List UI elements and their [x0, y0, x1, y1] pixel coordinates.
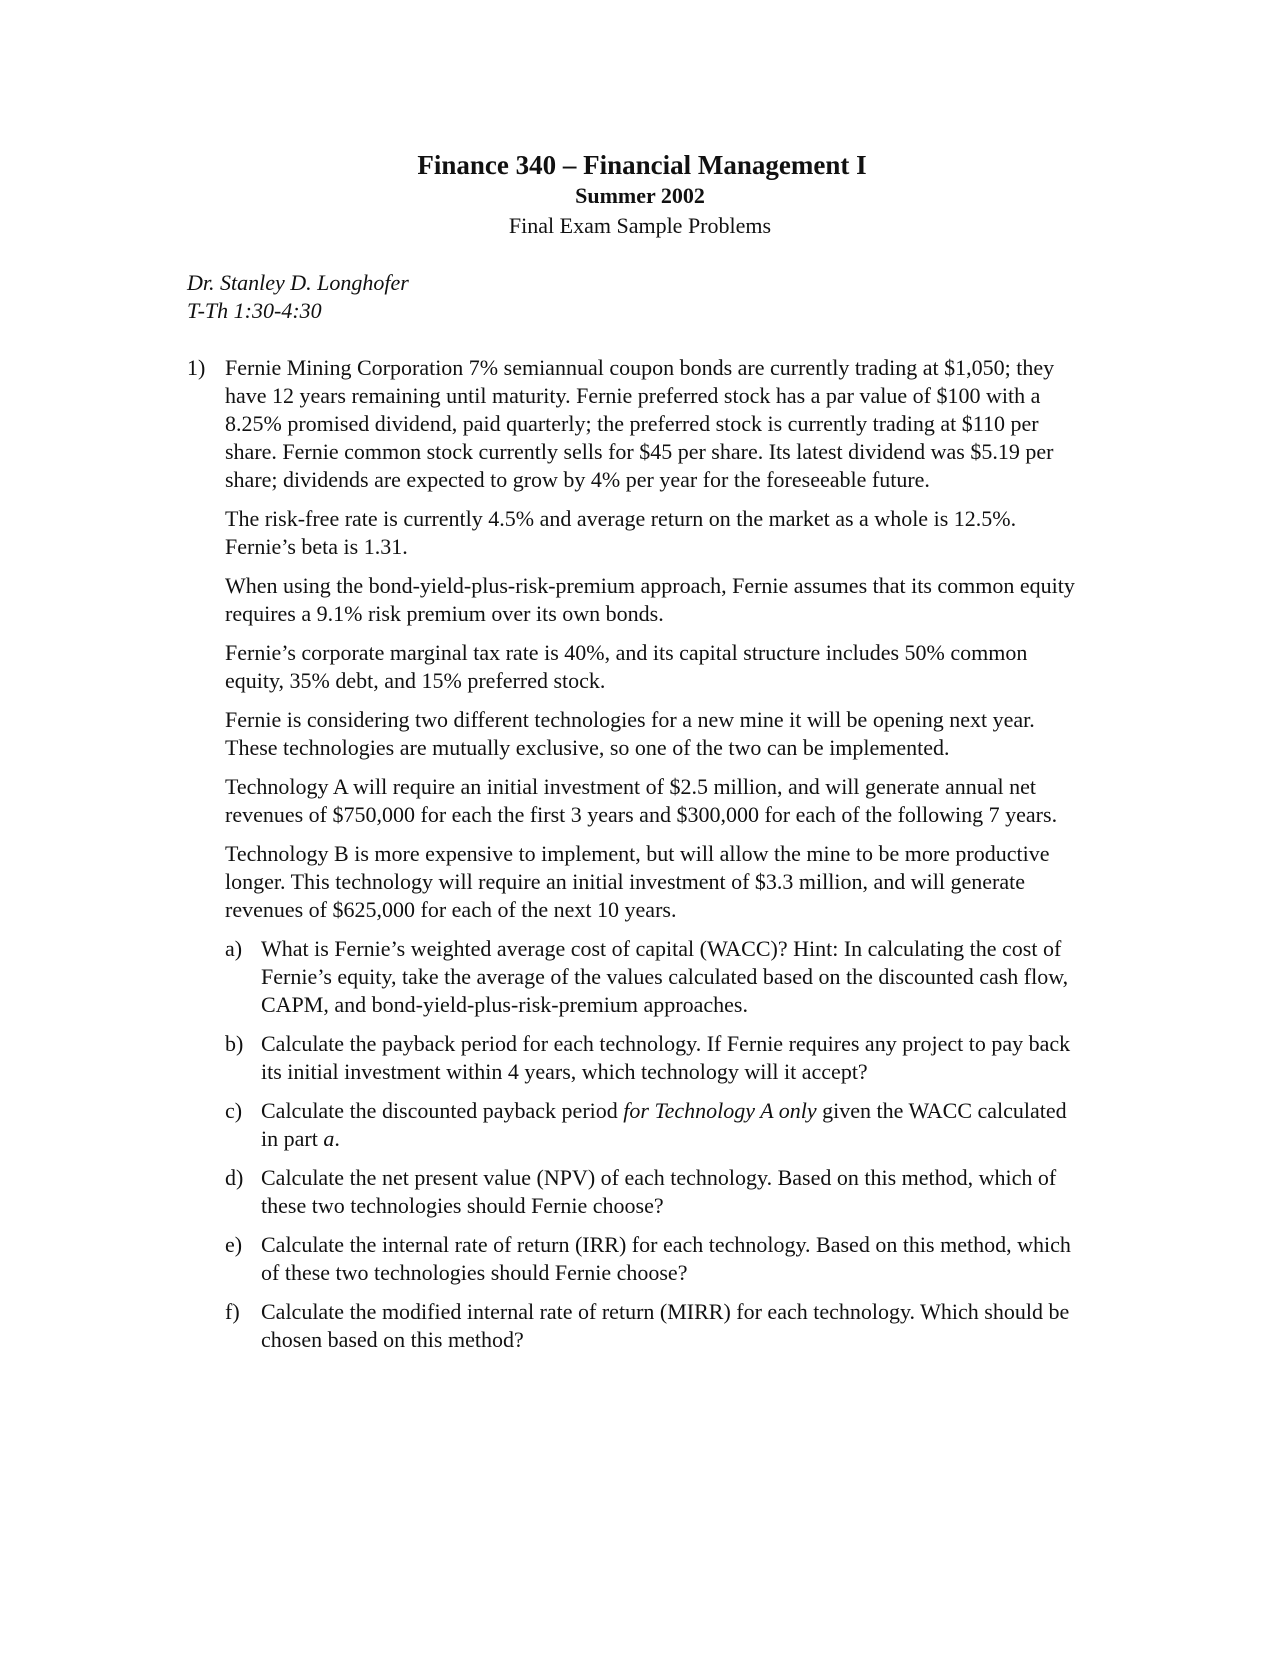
part-text: What is Fernie’s weighted average cost of capital (WACC)? Hint: In calculating the cost of Fernie’s equity, take the average of the values calculated based on the discounted cash flow, CAPM, and bond-yield-plus-risk-premium approaches. [261, 936, 1069, 1017]
part-text-emphasis: for Technology A only [623, 1098, 817, 1123]
part-text: Calculate the payback period for each technology. If Fernie requires any project to pay back its initial investment within 4 years, which technology will it accept? [261, 1031, 1071, 1084]
part-text-before: Calculate the discounted payback period [261, 1098, 624, 1123]
part-letter: b) [225, 1031, 244, 1056]
question-part-e [225, 1231, 1087, 1287]
part-text: Calculate the net present value (NPV) of each technology. Based on this method, which of these two technologies should Fernie choose? [261, 1165, 1057, 1218]
problem-number: 1) [187, 355, 206, 380]
part-letter: f) [225, 1299, 240, 1324]
part-text-after: . [334, 1126, 340, 1151]
problem-paragraph-bonds-stock: Fernie Mining Corporation 7% semiannual coupon bonds are currently trading at $1,050; they have 12 years remaining until maturity. Fernie preferred stock has a par value of $100 with a 8.25% promised dividend, paid quarterly; the preferred stock is currently trading at $110 per share. Fernie common stock currently sells for $45 per share. Its latest dividend was $5.19 per share; dividends are expected to grow by 4% per year for the foreseeable future. [225, 355, 1055, 492]
author-name: Dr. Stanley D. Longhofer [187, 270, 409, 295]
problem-paragraph-technology-b: Technology B is more expensive to implement, but will allow the mine to be more productive longer. This technology will require an initial investment of $3.3 million, and will generate revenues of $625,000 for each of the next 10 years. [225, 841, 1050, 922]
part-text-middle: given the WACC calculated in part [261, 1098, 1067, 1151]
author-block [187, 269, 409, 325]
course-title: Finance 340 – Financial Management I [417, 150, 867, 180]
question-part-b [225, 1030, 1087, 1086]
problem-paragraph-technologies: Fernie is considering two different technologies for a new mine it will be opening next year. These technologies are mutually exclusive, so one of the two can be implemented. [225, 707, 1035, 760]
problem-paragraph-technology-a: Technology A will require an initial investment of $2.5 million, and will generate annual net revenues of $750,000 for each the first 3 years and $300,000 for each of the following 7 years. [225, 774, 1058, 827]
problem-paragraph-risk-premium: When using the bond-yield-plus-risk-premium approach, Fernie assumes that its common equity requires a 9.1% risk premium over its own bonds. [225, 573, 1075, 626]
part-letter: d) [225, 1165, 244, 1190]
question-part-d [225, 1164, 1087, 1220]
document-type-heading: Final Exam Sample Problems [508, 213, 772, 238]
question-part-a [225, 935, 1087, 1019]
question-part-c [225, 1097, 1087, 1153]
question-part-f [225, 1298, 1087, 1354]
part-letter: a) [225, 936, 243, 961]
part-reference: a [323, 1126, 335, 1151]
problem-paragraph-market-rates: The risk-free rate is currently 4.5% and average return on the market as a whole is 12.5%. Fernie’s beta is 1.31. [225, 506, 1017, 559]
document-header [0, 150, 1280, 240]
part-text: Calculate the modified internal rate of return (MIRR) for each technology. Which should be chosen based on this method? [261, 1299, 1070, 1352]
problem-paragraph-capital-structure: Fernie’s corporate marginal tax rate is 40%, and its capital structure includes 50% common equity, 35% debt, and 15% preferred stock. [225, 640, 1028, 693]
part-text: Calculate the internal rate of return (IRR) for each technology. Based on this method, which of these two technologies should Fernie choose? [261, 1232, 1071, 1285]
problem-body [225, 354, 1087, 1365]
class-schedule: T-Th 1:30-4:30 [187, 298, 322, 323]
question-parts [225, 935, 1087, 1354]
part-letter: e) [225, 1232, 243, 1257]
part-letter: c) [225, 1098, 243, 1123]
term-heading: Summer 2002 [575, 183, 705, 208]
